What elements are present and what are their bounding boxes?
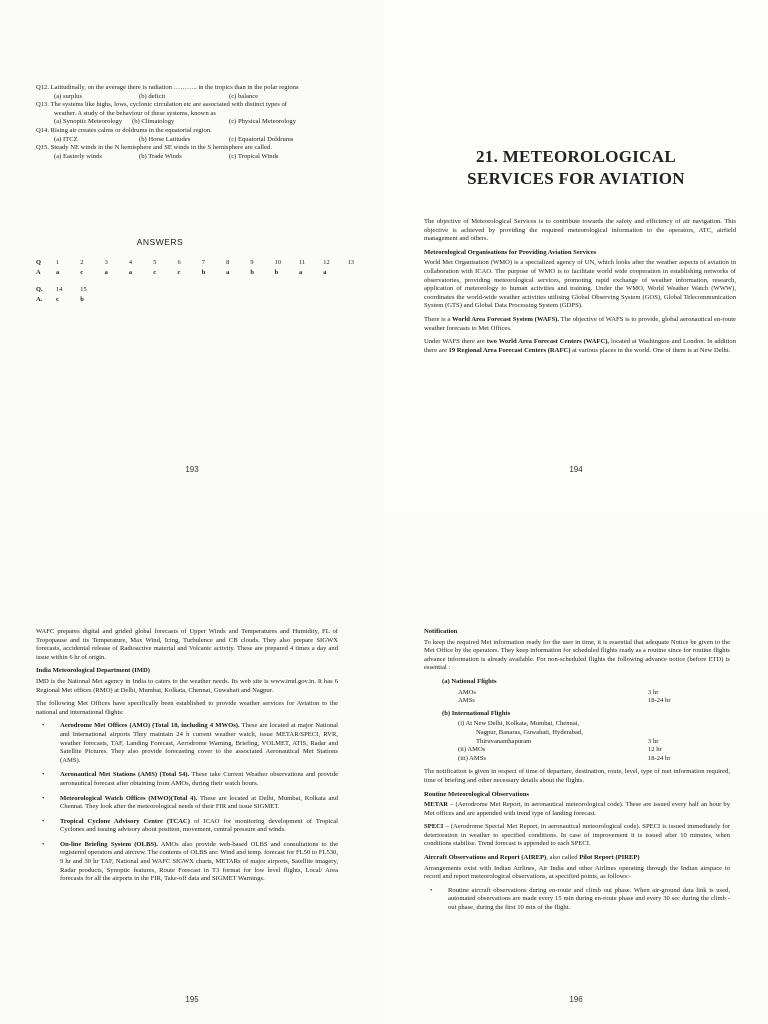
chapter-title [384,146,768,190]
question-12-options [36,93,356,102]
text-run: These take Current Weather observations and provide aeronautical forecast after obtaining from AMOs, during their watch hours. [60,771,338,787]
answer-q-num: 1 [56,259,60,266]
answers-heading: ANSWERS [136,237,184,247]
text-bold: Pilot Report (PIREP) [579,854,640,862]
answer-q-label: Q. [36,286,43,293]
option-c: (c) Tropical Winds [229,152,279,160]
answer-a-label: A [36,269,41,276]
answers-row-1-questions [36,259,372,266]
option-a: (a) ITCZ [54,135,78,143]
text-run: – (Aerodrome Met Report, in aeronautical meteorological code). These are issued every half an hour by Met offices and are appended with trend type of landing forecast. [424,801,730,817]
wafs-paragraph [424,316,736,333]
answer-letter: b [80,296,84,303]
question-14: Q14. Rising air creates calms or doldrums in the equatorial region. [36,126,212,134]
answer-letter: c [177,269,181,276]
question-14-options [36,136,356,145]
option-a: (a) Easterly winds [54,152,102,160]
table-row [424,738,730,747]
answer-letter: a [56,269,60,276]
answer-q-num: 14 [56,286,63,293]
intro-paragraph: The objective of Meteorological Services is to contribute towards the safety and efficiency of air navigation. This objective is achieved by providing the required meteorological information to the operators, ATC, airfield management and others. [424,218,736,243]
table-cell: (iii) AMSs [458,754,487,762]
text-run: at various places in the world. One of them is at New Delhi. [570,346,731,354]
table-row [424,697,730,706]
option-a: (a) Synoptic Meteorology [54,118,123,126]
table-cell: (ii) AMOs [458,746,486,754]
answer-q-num: 6 [177,259,181,266]
imd-paragraph: IMD is the National Met agency in India to caters to the weather needs. Its web site is www.imd.gov.in. It has 6 Regional Met offices (RMO) at Delhi, Mumbai, Kolkata, Chennai, Guwahati and Nagpur. [36,677,338,694]
intl-station-line: (i) At New Delhi, Kolkata, Mumbai, Chennai, [458,720,580,728]
answer-letter: a [298,269,303,276]
page-number: 193 [185,465,199,474]
answer-q-num: 9 [250,259,254,266]
answer-q-num: 7 [201,259,205,266]
answer-letter: c [56,296,59,303]
table-cell: 18-24 hr [648,697,671,705]
page-number: 195 [185,995,199,1004]
question-15-options [36,153,356,162]
answer-q-num: 11 [298,259,306,266]
text-bold: Aircraft Observations and Report (AIREP) [424,854,547,862]
airep-paragraph: Arrangements exist with Indian Airlines, Air India and other Airlines operating through the Indian airspace to record and report meteorological observations, at specified points, as follows:- [424,864,730,881]
list-item [52,795,338,812]
answer-q-num: 2 [80,259,84,266]
option-b: (b) Horse Latitudes [139,135,191,143]
text-bold: Aerodrome Met Offices (AMO) (Total 18, including 4 MWOs). [60,722,240,730]
answer-letter: a [323,269,327,276]
text-run: These are located at major National and International airports They maintain 24 h current weather watch, issue METAR/SPECI, RVR, weather forecasts, TAF, Landing Forecast, Aerodrome Warning, Briefing, VOLMET, ATIS, Radar and Satellite Pictures. They also provide forecasting cover to the associated Aeronautical Met Stations (AMS). [60,722,338,764]
answer-q-num: 10 [274,259,282,266]
answer-letter: c [80,269,84,276]
answer-a-label: A. [36,296,43,303]
list-item [52,818,338,835]
text-run: located at Washington and London. In addition there are [424,338,736,354]
text-bold: 19 Regional Area Forecast Centers (RAFC) [448,346,571,354]
met-offices-list [36,722,338,884]
option-c: (c) Physical Meteorology [229,118,297,126]
question-13: Q13. The systems like highs, lows, cyclonic circulation etc are associated with distinct types of [36,101,287,109]
page-194 [384,0,768,512]
answer-q-num: 5 [153,259,157,266]
option-b: (b) Trade Winds [139,152,182,160]
text-run: – (Aerodrome Special Met Report, in aeronautical meteorological code). SPECI is issued immediately for deterioration in weather to specified conditions. In case of improvement it is issued after 10 minutes, when conditions stabilise. Trend forecast is appended to each SPECI. [424,823,730,848]
chapter-title-line-2: SERVICES FOR AVIATION [467,169,685,188]
option-b: (b) Climatology [132,118,175,126]
wafc-paragraph [424,338,736,355]
answers-row-1-answers [36,269,348,276]
answer-letter: b [201,269,206,276]
answers-row-2-questions [36,286,105,293]
text-run: There is a [424,315,453,323]
option-b: (b) deficit [139,92,166,100]
table-row [424,689,730,698]
page-196 [384,512,768,1024]
option-c: (c) Equatorial Doldrums [229,135,294,143]
question-15: Q15. Steady NE winds in the N hemisphere and SE winds in the S hemisphere are called. [36,144,272,152]
text-run: The objective of WAFS is to provide, global aeronautical en-route weather forecasts to Met Offices. [424,315,736,332]
answer-q-num: 13 [347,259,354,266]
text-bold: METAR [424,801,449,809]
answer-q-label: Q [36,259,41,266]
table-cell: 3 hr [648,688,659,696]
met-offices-intro: The following Met Offices have specifically been established to provide weather services for Aviation to the national and international flights: [36,700,338,716]
list-item: • Routine aircraft observations during en-route and climb out phase. When air-ground data link is used, automated observations are made every 15 min during en-route phase and every 30 sec during the climb - out phase, during the first 10 min of the flight. [440,887,730,913]
list-item [52,722,338,765]
list-item [52,841,338,884]
section-heading-imd: India Meteorological Department (IMD) [36,667,150,675]
airep-list [424,887,730,913]
page-number: 194 [569,465,583,474]
metar-paragraph [424,801,730,818]
answer-letter: c [153,269,157,276]
text-bold: Meteorological Watch Offices (MWO)(Total 4). [60,794,198,802]
text-run: These are located at Delhi, Mumbai, Kolkata and Chennai. They look after the meteorological needs of their FIR and issue SIGMET. [60,794,338,811]
list-item [52,771,338,788]
questions-block [36,84,356,161]
question-12: Q12. Latitudinally, on the average there is radiation ……….. in the tropics than in the polar regions [36,84,299,91]
page-195-body [36,628,338,890]
table-cell: AMOs [458,688,476,696]
international-flights-heading: (b) International Flights [442,709,511,717]
text-run: , also called [546,854,580,862]
answers-row-2-answers [36,296,105,303]
notification-paragraph: To keep the required Met information ready for the user in time, it is essential that adequate Notice be given to the Met Office by the operators. They keep information for scheduled flights ready as a routine since for routine flights advance information is already available. For non-scheduled flights the following advance notice (before ETD) is essential : [424,638,730,672]
page-193 [0,0,384,512]
answer-q-num: 12 [323,259,330,266]
answer-q-num: 8 [226,259,230,266]
section-heading-airep [424,854,730,863]
question-13-options [36,118,356,127]
table-row [424,746,730,755]
table-cell: 18-24 hr [648,754,671,762]
text-run: Under WAFS there are [424,338,487,346]
answer-letter: a [128,269,133,276]
chapter-title-line-1: 21. METEOROLOGICAL [476,147,676,166]
text-bold: On-line Briefing System (OLBS). [60,840,158,848]
table-cell: 3 hr [648,737,659,745]
page-196-body [424,628,730,919]
intl-station-line: Nagpur, Banaras, Guwahati, Hyderabad, [476,728,583,736]
text-bold: Tropical Cyclone Advisory Centre (TCAC) [60,817,190,825]
answer-letter: b [250,269,254,276]
option-a: (a) surplus [54,92,83,100]
speci-paragraph [424,823,730,849]
text-bold: World Area Forecast System (WAFS). [452,315,560,323]
wmo-paragraph: World Met Organisation (WMO) is a specialized agency of UN, which looks after the weather aspects of aviation in collaboration with ICAO. The purpose of WMO is to facilitate world wide cooperation in establishing networks of observatories, providing meteorological services, promoting rapid exchange of weather information, research, application of meteorology to human activities and training. Under the WMO, World Weather Watch (WWW), coordinates the world-wide weather activities utilising Global Observing System (GOS), Global Telecommunication System (GTS) and Global Data Processing System (GDPS). [424,259,736,310]
notification-detail-paragraph: The notification is given in respect of time of departure, destination, route, level, type of met information required, time of briefing and other necessary details about the flights. [424,768,730,784]
answer-letter: a [226,269,230,276]
answer-q-num: 3 [104,259,108,266]
question-13-cont: weather. A study of the behaviour of these systems, known as [54,109,216,117]
national-flights-heading: (a) National Flights [442,677,497,685]
answer-letter: b [274,269,279,276]
answer-q-num: 4 [128,259,133,266]
table-row [424,755,730,764]
option-c: (c) balance [229,92,259,100]
chapter-body [424,218,736,360]
text-run: AMOs also provide web-based OLBS and consultations to the registered operators and aircrew. The contents of OLBS are: Wind and temp. forecast for FL50 to FL530, 9 hr and 30 hr TAF, National and WAFC SIGWX charts, METARs of major airports, Satellite imagery, Radar products, Synoptic features, Route Forecast in T3 format for low level flights, Local/ Area forecasts for all the airports in the FIR, Take-off data and SIGMET Warnings. [60,840,339,883]
answer-q-num: 15 [80,286,87,293]
answer-letter: a [104,269,108,276]
page-195 [0,512,384,1024]
table-cell: AMSs [458,697,475,705]
section-heading-organisations: Meteorological Organisations for Providing Aviation Services [424,248,597,256]
wafc-forecast-paragraph: WAFC prepares digital and grided global forecasts of Upper Winds and Temperatures and Humidity, FL of Tropopause and its Temperature, Max Wind, Icing, Turbulence and CB clouds. They also prepare SIGWX forecasts, accidental release of Radioactive material and Volcanic activity. These are prepared 4 times a day and issue within 6 hr of origin. [36,628,338,661]
text-run: of ICAO for monitoring development of Tropical Cyclones and issuing advisory about position, movement, central pressure and winds. [60,817,338,834]
text-bold: two World Area Forecast Centers (WAFC), [486,338,610,346]
text-bold: SPECI [424,823,444,831]
page-number: 196 [569,995,583,1004]
table-cell: Thiruvananthapuram [476,737,532,745]
section-heading-notification: Notification [424,628,458,635]
text-bold: Aeronautical Met Stations (AMS) (Total 54). [60,771,190,779]
table-cell: 12 hr [648,746,662,754]
section-heading-routine-observations: Routine Meteorological Observations [424,790,529,798]
